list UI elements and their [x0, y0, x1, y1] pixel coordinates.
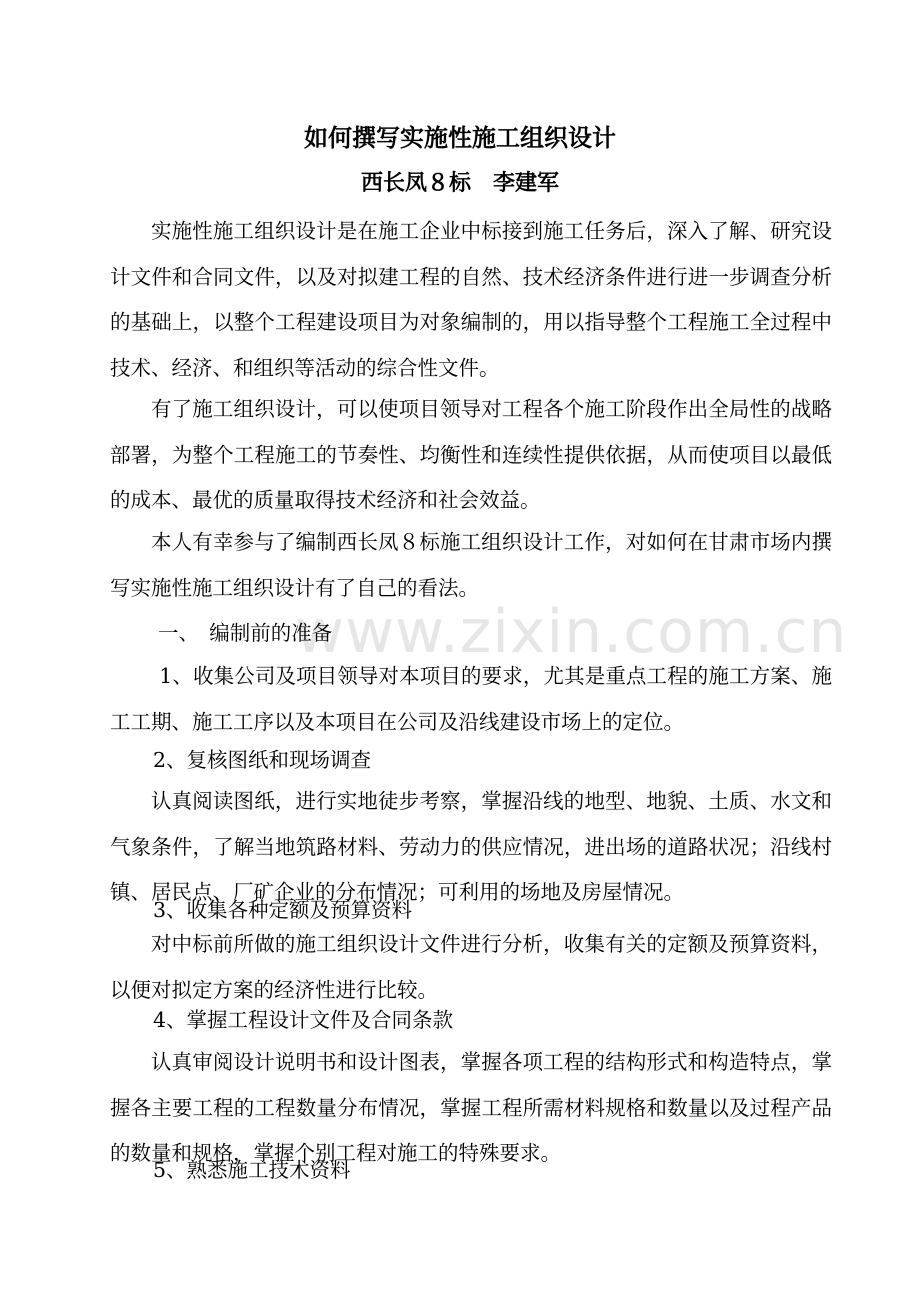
- list-item-2-body: 认真阅读图纸，进行实地徒步考察，掌握沿线的地型、地貌、土质、水文和气象条件，了解当地筑路材料、劳动力的供应情况，进出场的道路状况；沿线村镇、居民点、厂矿企业的分布情况；可利用的场地及房屋情况。: [110, 789, 832, 904]
- list-item-1: 1、收集公司及项目领导对本项目的要求，尤其是重点工程的施工方案、施工工期、施工工序以及本项目在公司及沿线建设市场上的定位。: [110, 664, 832, 734]
- list-item-5-heading: 5、熟悉施工技术资料: [153, 1158, 351, 1182]
- list-item-3-body: 对中标前所做的施工组织设计文件进行分析，收集有关的定额及预算资料，以便对拟定方案的经济性进行比较。: [110, 932, 832, 1002]
- intro-paragraph: 实施性施工组织设计是在施工企业中标接到施工任务后，深入了解、研究设计文件和合同文件，以及对拟建工程的自然、技术经济条件进行进一步调查分析的基础上，以整个工程建设项目为对象编制的，用以指导整个工程施工全过程中技术、经济、和组织等活动的综合性文件。: [110, 219, 832, 380]
- document-title: 如何撰写实施性施工组织设计: [304, 124, 616, 152]
- purpose-paragraph: 有了施工组织设计，可以使项目领导对工程各个施工阶段作出全局性的战略部署，为整个工程施工的节奏性、均衡性和连续性提供依据，从而使项目以最低的成本、最优的质量取得技术经济和社会效益。: [110, 397, 832, 512]
- list-item-2-heading: 2、复核图纸和现场调查: [153, 748, 372, 772]
- author-paragraph: 本人有幸参与了编制西长凤８标施工组织设计工作，对如何在甘肃市场内撰写实施性施工组织设计有了自己的看法。: [110, 530, 832, 600]
- watermark: www.zixin.com.cn: [295, 597, 848, 667]
- document-subtitle: 西长凤８标 李建军: [360, 171, 559, 196]
- list-item-3-heading: 3、收集各种定额及预算资料: [153, 898, 413, 922]
- list-item-4-heading: 4、掌握工程设计文件及合同条款: [153, 1008, 454, 1032]
- list-item-4-body: 认真审阅设计说明书和设计图表，掌握各项工程的结构形式和构造特点，掌握各主要工程的工程数量分布情况，掌握工程所需材料规格和数量以及过程产品的数量和规格，掌握个别工程对施工的特殊要求。: [110, 1050, 832, 1165]
- section-heading: 一、 编制前的准备: [158, 621, 333, 645]
